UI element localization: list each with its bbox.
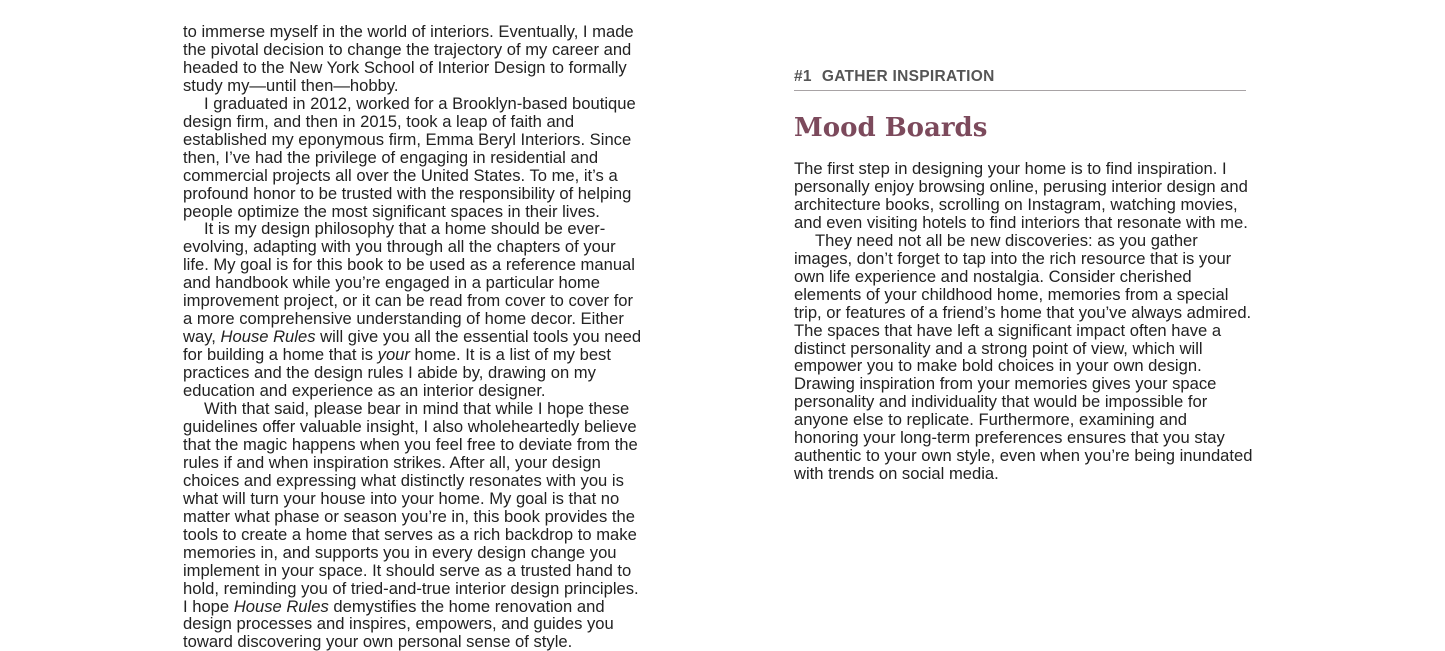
paragraph-text: They need not all be new discoveries: as you gather images, don’t forget to tap into the rich resource that is your own life experience and nostalgia. Consider cherished elements of your childhood home, memories from a special trip, or features of a friend’s home that you’ve always admired. The spaces that have left a significant impact often have a distinct personality and a strong point of view, which will empower you to make bold choices in your own design. Drawing inspiration from your memories gives your space personality and individuality that would be impossible for anyone else to replicate. Furthermore, examining and honoring your long-term preferences ensures that you stay authentic to your own style, even when you’re being inundated with trends on social media.: [794, 231, 1252, 483]
right-page-body: [794, 160, 1254, 483]
paragraph: [183, 23, 643, 95]
paragraph-text: home. It is a list of my best practices and the design rules I abide by, drawing on my education and experience as an interior designer.: [183, 345, 611, 400]
section-number: #1: [794, 68, 812, 85]
section-header: [794, 68, 1246, 91]
paragraph-text: It is my design philosophy that a home should be ever-evolving, adapting with you through all the chapters of your life. My goal is for this book to be used as a reference manual and handbook while you’re engaged in a particular home improvement project, or it can be read from cover to cover for a more comprehensive understanding of home decor. Either way,: [183, 219, 635, 346]
section-label: GATHER INSPIRATION: [822, 68, 995, 85]
paragraph-text: will give you all the essential tools you need for building a home that is: [183, 327, 641, 364]
paragraph-text: The first step in designing your home is to find inspiration. I personally enjoy browsing online, perusing interior design and architecture books, scrolling on Instagram, watching movies, and even visiting hotels to find interiors that resonate with me.: [794, 159, 1248, 232]
paragraph-text: With that said, please bear in mind that while I hope these guidelines offer valuable insight, I also wholeheartedly believe that the magic happens when you feel free to deviate from the rules if and when inspiration strikes. After all, your design choices and expressing what distinctly resonates with you is what will turn your house into your home. My goal is that no matter what phase or season you’re in, this book provides the tools to create a home that serves as a rich backdrop to make memories in, and supports you in every design change you implement in your space. It should serve as a trusted hand to hold, reminding you of tried-and-true interior design principles. I hope: [183, 399, 639, 615]
paragraph-text: I graduated in 2012, worked for a Brooklyn-based boutique design firm, and then in 2015, took a leap of faith and established my eponymous firm, Emma Beryl Interiors. Since then, I’ve had the privilege of engaging in residential and commercial projects all over the United States. To me, it’s a profound honor to be trusted with the responsibility of helping people optimize the most significant spaces in their lives.: [183, 94, 636, 221]
paragraph: [794, 160, 1254, 232]
paragraph: [183, 220, 643, 400]
chapter-title: Mood Boards: [794, 113, 987, 143]
paragraph-text: demystifies the home renovation and design processes and inspires, empowers, and guides you toward discovering your own personal sense of style.: [183, 597, 614, 651]
paragraph-text: to immerse myself in the world of interiors. Eventually, I made the pivotal decision to change the trajectory of my career and headed to the New York School of Interior Design to formally study my—until then—hobby.: [183, 22, 634, 95]
paragraph: [183, 400, 643, 651]
paragraph: [794, 232, 1254, 483]
left-page-body: [183, 23, 643, 651]
paragraph: [183, 95, 643, 221]
book-title-text: your: [378, 345, 410, 364]
book-title-text: House Rules: [221, 327, 316, 346]
book-title-text: House Rules: [234, 597, 329, 616]
left-page: [183, 23, 643, 651]
